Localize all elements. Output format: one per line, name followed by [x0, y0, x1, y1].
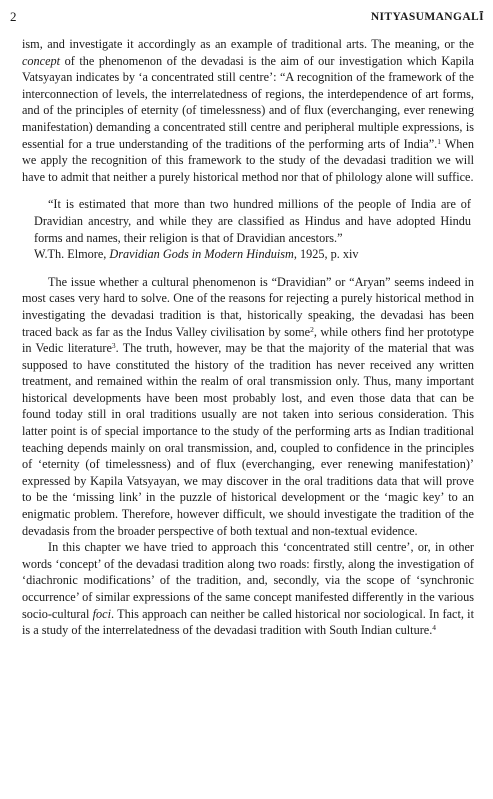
- paragraph-2-text-a: The issue whether a cultural phenomenon is “Dravidian” or “Aryan” seems indeed in most cases very hard to solve. One of the reasons for rejecting a purely historical method in investigating the devadasi tradition is that, historically speaking, the devadasi has been traced back as far as the Indus Valley civilisation by some: [22, 274, 474, 339]
- quote-text: “It is estimated that more than two hundred millions of the people of India are of Dravidian ancestry, and while they are classified as Hindus and have adopted Hindu forms and names, their religion is that of Dravidian ancestors.”: [34, 197, 471, 245]
- footnote-ref-3: 3: [111, 341, 116, 351]
- running-title: NITYASUMANGALĪ: [370, 11, 484, 23]
- footnote-ref-1: 1: [437, 136, 441, 146]
- footnote-ref-4: 4: [432, 623, 437, 633]
- quote-details: , 1925, p. xiv: [293, 247, 359, 262]
- paragraph-2-text-c: . The truth, however, may be that the majority of the material that was supposed to have constituted the history of the tradition has never received any written treatment, and remained within the realm of oral transmission only. Thus, many important historical developments have been most probably lost, and even those data that can be found today still in oral traditions usually are not taken into serious consideration. This latter point is of special importance to the study of the performing arts as Indian traditional teaching depends mainly on oral transmission, and, coupled to confidence in the principles of ‘eternity (of timelessness) and of flux (everchanging, ever renewing manifestation)’ expressed by Kapila Vatsyayan, we may discover in the oral traditions data that will prove to be the ‘missing link’ in the puzzle of historical development or the ‘magic key’ to an enigmatic problem. Therefore, however difficult, we should investigate the tradition of the devadasis from the broader perspective of both textual and non-textual evidence.: [22, 341, 474, 538]
- paragraph-3: [22, 539, 474, 639]
- paragraph-1-text-b: of the phenomenon of the devadasi is the aim of our investigation which Kapila Vatsyayan indicates by ‘a concentrated still centre’: “A recognition of the framework of the interconnection of levels, the interrelatedness of regions, the interdependence of art forms, and of the principles of eternity (of timelessness) and of flux (everchanging, ever renewing manifestation) demanding a concentrated still centre and peripheral multiple expressions, is essential for a true understanding of the traditions of the performing arts of India”.: [22, 53, 474, 151]
- paragraph-2: [22, 274, 474, 540]
- epigraph-quote: [34, 196, 471, 262]
- footnote-ref-2: 2: [310, 324, 314, 334]
- paragraph-1-text-c: When we apply the recognition of this framework to the study of the devadasi tradition we will have to admit that neither a purely historical method nor that of philology alone will suffice.: [22, 136, 474, 184]
- quote-author: W.Th. Elmore,: [34, 247, 110, 262]
- paragraph-1: [22, 36, 474, 185]
- paragraph-3-text-b: . This approach can neither be called historical nor sociological. In fact, it is a study of the interrelatedness of the devadasi tradition with South Indian culture.: [22, 606, 474, 638]
- page-number: 2: [10, 9, 17, 24]
- running-head: [10, 8, 484, 26]
- paragraph-1-emphasis: concept: [22, 53, 61, 68]
- paragraph-1-text-a: ism, and investigate it accordingly as an example of traditional arts. The meaning, or the: [22, 37, 474, 51]
- quote-citation: [34, 246, 471, 263]
- paragraph-3-text-a: In this chapter we have tried to approach this ‘concentrated still centre’, or, in other words ‘concept’ of the devadasi tradition along two roads: firstly, along the investigation of ‘diachronic modifications’ of the tradition, and, secondly, via the scope of ‘synchronic occurrence’ of similar expressions of the same concept manifested differently in the various socio-cultural: [22, 540, 474, 621]
- paragraph-2-text-b: , while others find her prototype in Vedic literature: [22, 324, 474, 356]
- paragraph-3-emphasis: foci: [92, 606, 111, 621]
- quote-book-title: Dravidian Gods in Modern Hinduism: [109, 247, 294, 262]
- body-text: [22, 36, 474, 639]
